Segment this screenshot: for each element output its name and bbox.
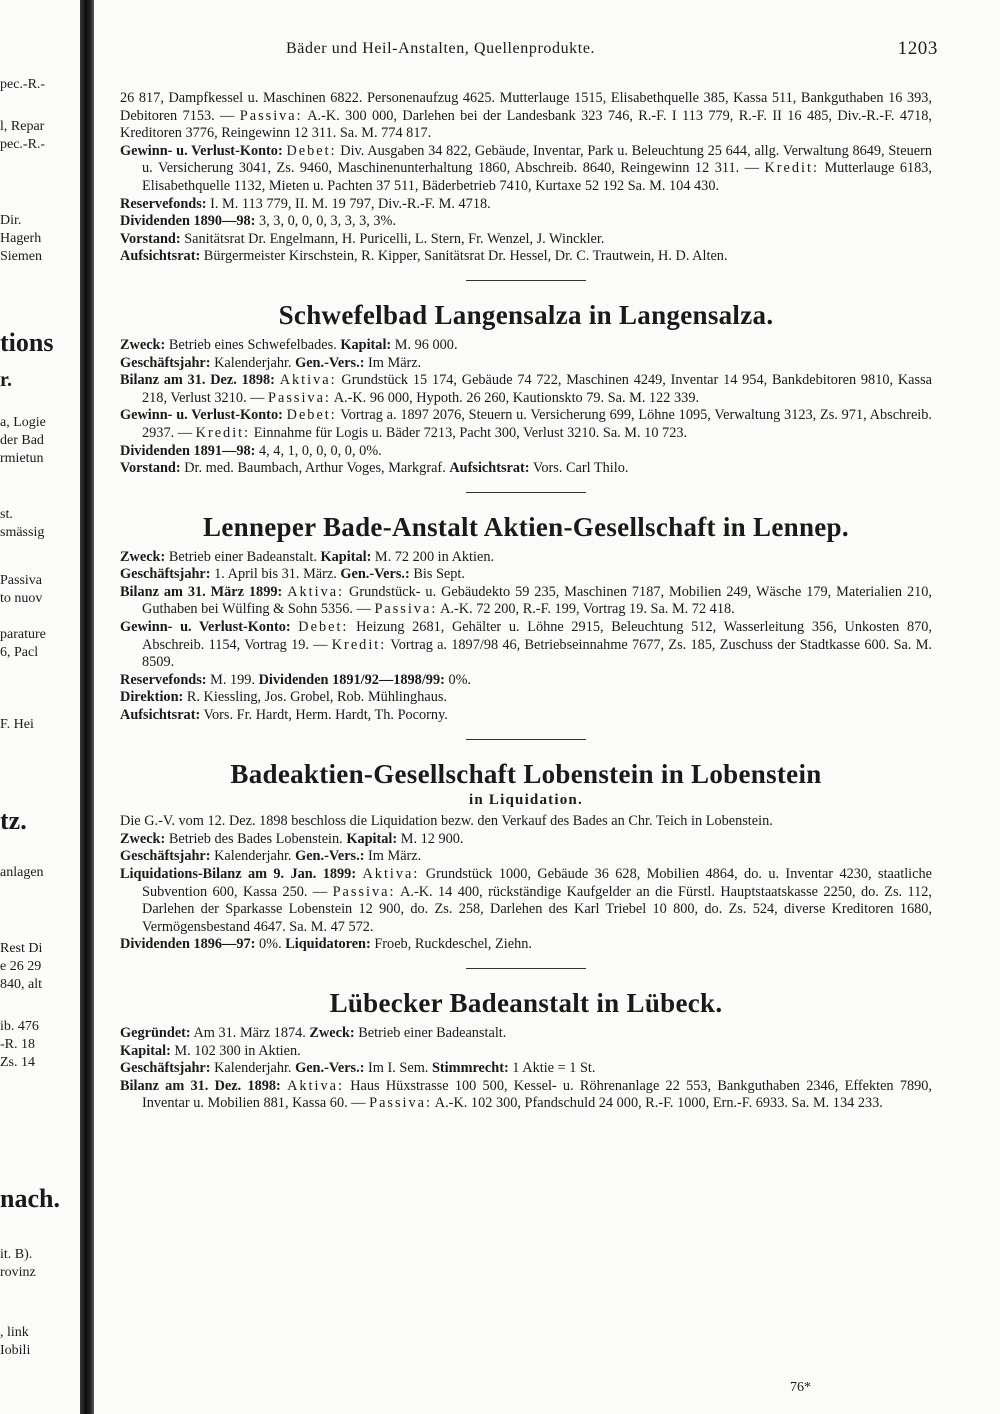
margin-fragment: Iobili [0,1343,31,1358]
fiscal-year: Geschäftsjahr: Kalenderjahr. Gen.-Vers.: Im I. Sem. Stimmrecht: 1 Aktie = 1 St. [120,1060,596,1077]
adjacent-page-fragment [0,0,92,1414]
balance-continued: 26 817, Dampfkessel u. Maschinen 6822. Personenaufzug 4625. Mutterlauge 1515, Elisabethquelle 385, Kassa 511, Bankguthaben 16 393, Debitoren 7153. — Passiva: A.-K. 300 000, Darlehen bei der Landesbank 323 746, R.-F. I 113 779, R.-F. II 16 485, Div.-R.-F. 4718, Kreditoren 3776, Reingewinn 12 311. Sa. M. 774 817. [120,90,932,142]
margin-fragment: r. [0,369,13,391]
entry-subtitle: in Liquidation. [469,791,583,808]
margin-fragment: smässig [0,525,45,540]
margin-fragment: pec.-R.- [0,137,46,152]
margin-fragment: der Bad [0,433,44,448]
margin-fragment: 6, Pacl [0,645,39,660]
profit-loss-account: Gewinn- u. Verlust-Konto: Debet: Heizung 2681, Gehälter u. Löhne 2915, Beleuchtung 512, Wasserleitung 356, Unkosten 870, Abschreib. 1154, Vortrag 19. — Kredit: Vortrag a. 1897/98 46, Betriebseinnahme 7677, Zs. 185, Zuschuss der Stadtkasse 600. Sa. M. 8509. [120,619,933,671]
fiscal-year: Geschäftsjahr: 1. April bis 31. März. Gen.-Vers.: Bis Sept. [120,566,465,583]
section-divider [466,739,586,740]
entry-schwefelbad-langensalza [120,299,932,478]
entry-title: Lübecker Badeanstalt in Lübeck. [329,987,723,1018]
page-header [118,40,938,64]
entry-title: Badeaktien-Gesellschaft Lobenstein in Lobenstein [230,758,822,789]
margin-fragment: ib. 476 [0,1019,39,1034]
sheet-signature: 76* [790,1380,811,1395]
margin-fragment: a, Logie [0,415,46,430]
dividends: Dividenden 1891—98: 4, 4, 1, 0, 0, 0, 0, 0%. [120,442,382,459]
margin-fragment: tz. [0,806,27,835]
margin-fragment: Zs. 14 [0,1055,35,1070]
reserve-dividends: Reservefonds: M. 199. Dividenden 1891/92—1898/99: 0%. [120,671,472,688]
margin-fragment: tions [0,328,54,357]
continued-entry [120,90,932,266]
purpose-capital: Zweck: Betrieb des Bades Lobenstein. Kapital: M. 12 900. [120,830,464,847]
margin-fragment: Rest Di [0,941,43,956]
board: Vorstand: Dr. med. Baumbach, Arthur Voges, Markgraf. Aufsichtsrat: Vors. Carl Thilo. [120,460,629,477]
dividends-liquidators: Dividenden 1896—97: 0%. Liquidatoren: Froeb, Ruckdeschel, Ziehn. [120,936,532,953]
fiscal-year: Geschäftsjahr: Kalenderjahr. Gen.-Vers.: Im März. [120,354,422,371]
balance-sheet: Liquidations-Bilanz am 9. Jan. 1899: Aktiva: Grundstück 1000, Gebäude 36 628, Mobilien 4864, do. u. Inventar 4230, staatliche Subvention 600, Kassa 250. — Passiva: A.-K. 14 400, rückständige Kaufgelder an die Fürstl. Hauptstaatskasse 2250, do. Zs. 112, Darlehen der Sparkasse Lobenstein 12 900, do. Zs. 258, Darlehen des Karl Triebel 10 800, do. Zs. 524, diverse Kreditoren 1680, Vermögensbestand 4647. Sa. M. 47 572. [120,866,933,935]
profit-loss-account: Gewinn- u. Verlust-Konto: Debet: Div. Ausgaben 34 822, Gebäude, Inventar, Park u. Beleuchtung 25 644, allg. Verwaltung 8649, Steuern u. Versicherung 3041, Zs. 9460, Maschinenunterhaltung 1860, Abschreib. 8640, Reingewinn 12 311. — Kredit: Mutterlauge 6183, Elisabethquelle 1132, Mieten u. Pachten 37 511, Bäderbetrieb 7410, Kurtaxe 52 192 Sa. M. 104 430. [120,142,932,194]
dividends: Dividenden 1890—98: 3, 3, 0, 0, 0, 3, 3, 3, 3%. [120,213,397,230]
entry-lenneper-bade-anstalt [120,511,932,725]
purpose-capital: Zweck: Betrieb einer Badeanstalt. Kapital: M. 72 200 in Aktien. [120,548,495,565]
margin-fragment: rmietun [0,451,44,466]
section-divider [466,968,586,969]
founded-purpose: Gegründet: Am 31. März 1874. Zweck: Betrieb einer Badeanstalt. [120,1024,507,1041]
entry-luebecker-badeanstalt [120,987,932,1113]
margin-fragment: to nuov [0,591,43,606]
balance-sheet: Bilanz am 31. Dez. 1898: Aktiva: Haus Hüxstrasse 100 500, Kessel- u. Röhrenanlage 22 553, Bankguthaben 2346, Effekten 7890, Inventar u. Mobilien 881, Kassa 60. — Passiva: A.-K. 102 300, Pfandschuld 24 000, R.-F. 1000, Ern.-F. 6933. Sa. M. 134 233. [120,1077,932,1112]
margin-fragment: nach. [0,1184,60,1213]
fiscal-year: Geschäftsjahr: Kalenderjahr. Gen.-Vers.: Im März. [120,848,422,865]
balance-sheet: Bilanz am 31. März 1899: Aktiva: Grundstück- u. Gebäudekto 59 235, Maschinen 7187, Mobilien 249, Wäsche 179, Materialien 210, Guthaben bei Wülfing & Sohn 5356. — Passiva: A.-K. 72 200, R.-F. 199, Vortrag 19. Sa. M. 72 418. [120,583,933,618]
section-divider [466,492,586,493]
margin-fragment: -R. 18 [0,1037,35,1052]
margin-fragment: rovinz [0,1265,36,1280]
margin-fragment: Hagerh [0,231,42,246]
management: Direktion: R. Kiessling, Jos. Grobel, Rob. Mühlinghaus. [120,689,447,706]
supervisory-board: Aufsichtsrat: Bürgermeister Kirschstein, R. Kipper, Sanitätsrat Dr. Hessel, Dr. C. Trautwein, H. D. Alten. [120,248,728,265]
margin-fragment: Siemen [0,249,42,264]
purpose-capital: Zweck: Betrieb eines Schwefelbades. Kapital: M. 96 000. [120,336,458,353]
entry-title: Lenneper Bade-Anstalt Aktien-Gesellschaft in Lennep. [203,511,849,542]
entry-title: Schwefelbad Langensalza in Langensalza. [278,299,774,330]
margin-fragment: e 26 29 [0,959,42,974]
running-title: Bäder und Heil-Anstalten, Quellenprodukte. [286,40,596,57]
section-divider [466,280,586,281]
margin-fragment: pec.-R.- [0,77,46,92]
book-gutter [80,0,94,1414]
margin-fragment: 840, alt [0,977,42,992]
margin-fragment: Dir. [0,213,22,228]
margin-fragment: F. Hei [0,717,34,732]
liquidation-note: Die G.-V. vom 12. Dez. 1898 beschloss die Liquidation bezw. den Verkauf des Bades an Chr. Teich in Lobenstein. [120,813,773,830]
margin-fragment: st. [0,507,13,522]
board: Vorstand: Sanitätsrat Dr. Engelmann, H. Puricelli, L. Stern, Fr. Wenzel, J. Winckler. [120,230,605,247]
supervisory-board: Aufsichtsrat: Vors. Fr. Hardt, Herm. Hardt, Th. Pocorny. [120,707,448,724]
margin-fragment: , link [0,1325,29,1340]
margin-fragment: l, Repar [0,119,45,134]
reserve-fund: Reservefonds: I. M. 113 779, II. M. 19 797, Div.-R.-F. M. 4718. [120,195,491,212]
margin-fragment: parature [0,627,46,642]
capital: Kapital: M. 102 300 in Aktien. [120,1042,301,1059]
margin-fragment: it. B). [0,1247,33,1262]
profit-loss-account: Gewinn- u. Verlust-Konto: Debet: Vortrag a. 1897 2076, Steuern u. Versicherung 699, Löhne 1095, Verwaltung 3123, Zs. 971, Abschreib. 2937. — Kredit: Einnahme für Logis u. Bäder 7213, Pacht 300, Verlust 3210. Sa. M. 10 723. [120,407,932,441]
balance-sheet: Bilanz am 31. Dez. 1898: Aktiva: Grundstück 15 174, Gebäude 74 722, Maschinen 4249, Inventar 14 954, Bankdebitoren 9810, Kassa 218, Verlust 3210. — Passiva: A.-K. 96 000, Hypoth. 26 260, Kautionskto 79. Sa. M. 122 339. [120,372,932,406]
entry-badeaktien-lobenstein [120,758,932,954]
main-column [120,90,932,1113]
margin-fragment: Passiva [0,573,42,588]
page-number: 1203 [897,38,938,59]
margin-fragment: anlagen [0,865,44,880]
